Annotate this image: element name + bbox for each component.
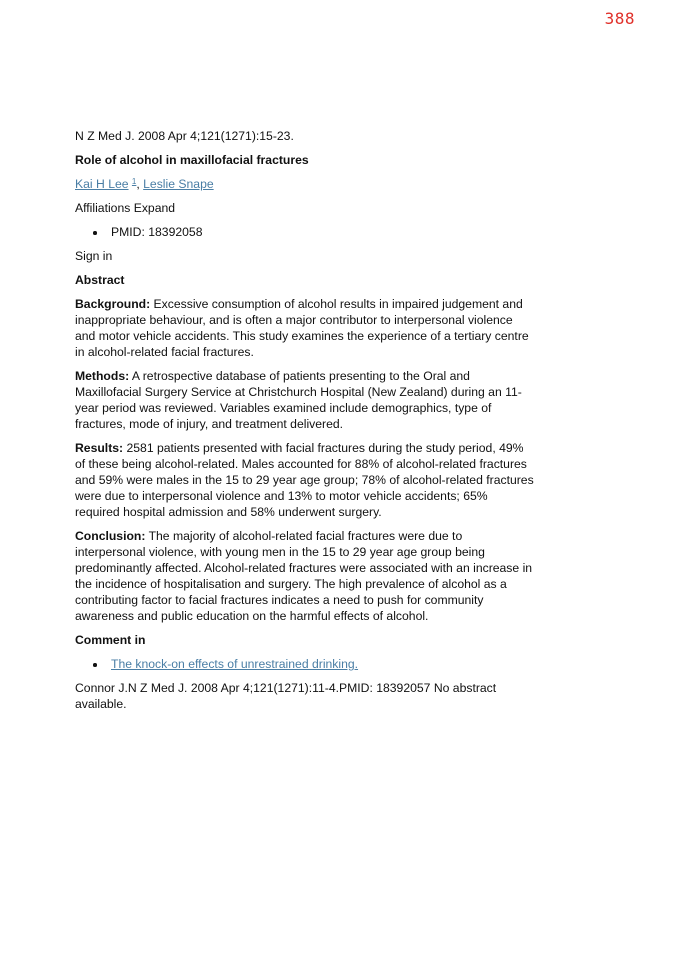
section-label-background: Background: bbox=[75, 297, 151, 311]
section-label-results: Results: bbox=[75, 441, 124, 455]
comment-link[interactable]: The knock-on effects of unrestrained drinking. bbox=[111, 657, 359, 671]
section-text-conclusion: The majority of alcohol-related facial fractures were due to interpersonal violence, with young men in the 15 to 29 year age group being predominantly affected. Alcohol-related fractures were associated with an increase in the incidence of hospitalisation and surgery. The high prevalence of alcohol as a contributing factor to facial fractures indicates a need to push for community awareness and public education on the harmful effects of alcohol. bbox=[75, 529, 533, 623]
article bbox=[75, 128, 535, 720]
section-label-conclusion: Conclusion: bbox=[75, 529, 146, 543]
author-link-lee[interactable]: Kai H Lee bbox=[75, 177, 129, 191]
abstract-methods bbox=[75, 368, 535, 432]
comment-detail: Connor J.N Z Med J. 2008 Apr 4;121(1271):11-4.PMID: 18392057 No abstract available. bbox=[75, 681, 497, 711]
affiliation-marker-link[interactable]: 1 bbox=[131, 177, 137, 186]
affiliations-toggle[interactable]: Affiliations Expand bbox=[75, 201, 176, 215]
article-title: Role of alcohol in maxillofacial fractures bbox=[75, 153, 309, 167]
abstract-conclusion bbox=[75, 528, 535, 624]
comment-heading: Comment in bbox=[75, 633, 146, 647]
section-text-methods: A retrospective database of patients presenting to the Oral and Maxillofacial Surgery Service at Christchurch Hospital (New Zealand) during an 11-year period was reviewed. Variables examined include demographics, type of fractures, mode of injury, and treatment delivered. bbox=[75, 369, 522, 431]
sign-in-link[interactable]: Sign in bbox=[75, 249, 113, 263]
section-text-background: Excessive consumption of alcohol results in impaired judgement and inappropriate behaviour, and is often a major contributor to interpersonal violence and motor vehicle accidents. This study examines the experience of a tertiary centre in alcohol-related facial fractures. bbox=[75, 297, 529, 359]
abstract-results bbox=[75, 440, 535, 520]
citation: N Z Med J. 2008 Apr 4;121(1271):15-23. bbox=[75, 129, 294, 143]
comment-item bbox=[111, 656, 535, 672]
abstract-background bbox=[75, 296, 535, 360]
abstract-heading: Abstract bbox=[75, 273, 125, 287]
section-text-results: 2581 patients presented with facial fractures during the study period, 49% of these being alcohol-related. Males accounted for 88% of alcohol-related fractures and 59% were males in the 15 to 29 year age group; 78% of alcohol-related fractures were due to interpersonal violence and 13% to motor vehicle accidents; 65% required hospital admission and 58% underwent surgery. bbox=[75, 441, 534, 519]
page-number: 388 bbox=[604, 9, 635, 28]
comment-list bbox=[75, 656, 535, 672]
section-label-methods: Methods: bbox=[75, 369, 130, 383]
author-link-snape[interactable]: Leslie Snape bbox=[143, 177, 214, 191]
pmid-item: PMID: 18392058 bbox=[111, 224, 535, 240]
author-list bbox=[75, 176, 535, 192]
author-separator: , bbox=[136, 177, 144, 191]
identifier-list bbox=[75, 224, 535, 240]
